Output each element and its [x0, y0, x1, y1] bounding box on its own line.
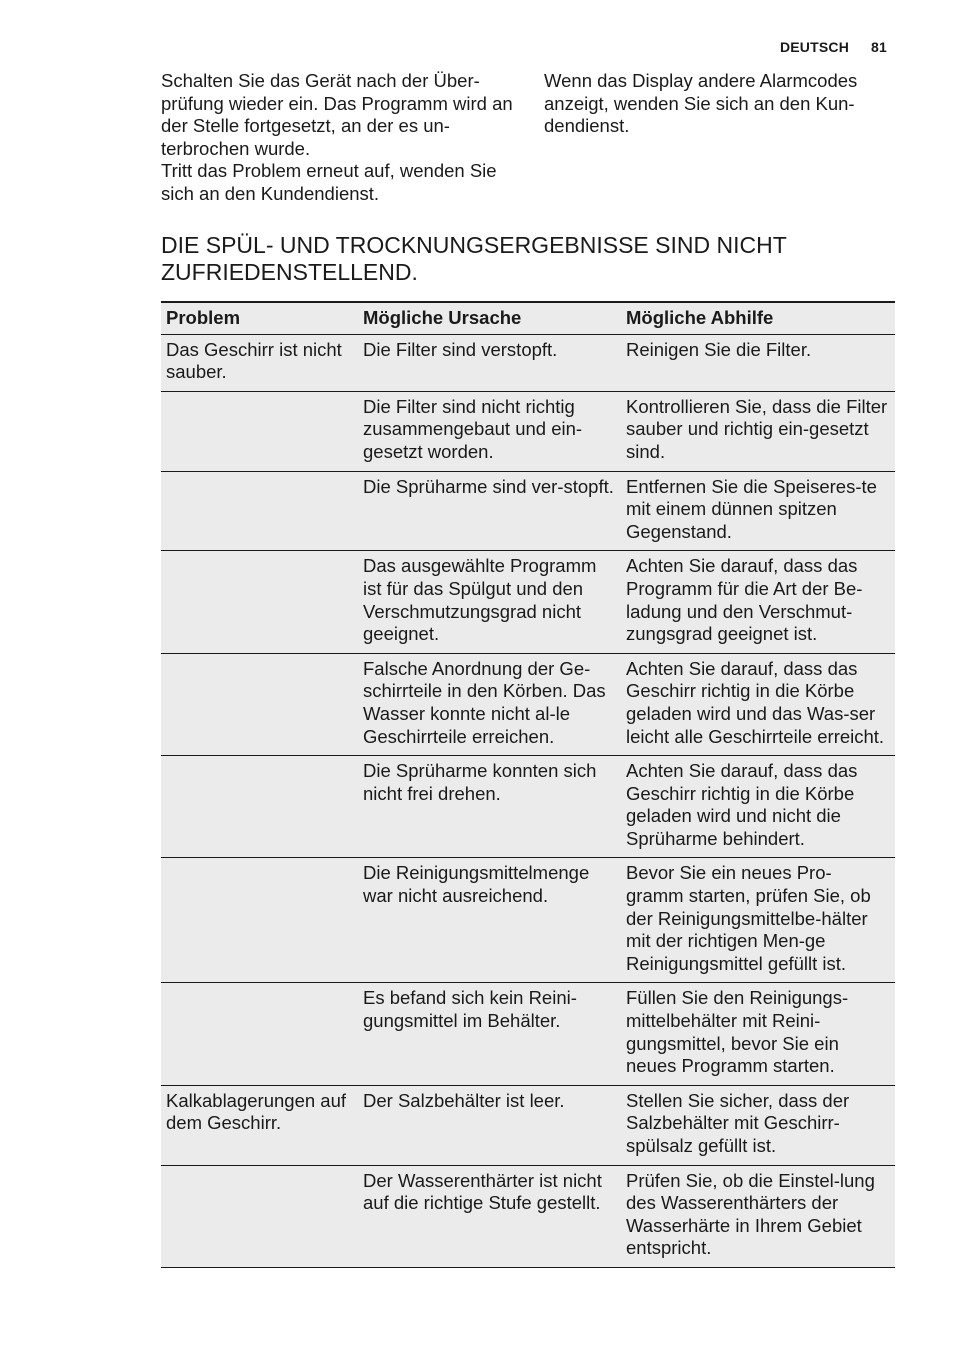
table-row [161, 1165, 895, 1267]
problem-cell [161, 471, 358, 551]
intro-paragraph: Schalten Sie das Gerät nach der Über-prüfung wieder ein. Das Programm wird an der Stelle fortgesetzt, an der es un-terbrochen wurde. [161, 70, 513, 159]
remedy-cell: Achten Sie darauf, dass das Programm für die Art der Be-ladung und den Verschmut-zungsgrad geeignet ist. [621, 551, 895, 653]
remedy-cell: Prüfen Sie, ob die Einstel-lung des Wasserenthärters der Wasserhärte in Ihrem Gebiet entspricht. [621, 1165, 895, 1267]
table-row [161, 471, 895, 551]
intro-column-left [161, 70, 521, 206]
cause-cell: Es befand sich kein Reini-gungsmittel im Behälter. [358, 983, 621, 1085]
cause-cell: Der Salzbehälter ist leer. [358, 1085, 621, 1165]
cause-cell: Die Sprüharme sind ver-stopft. [358, 471, 621, 551]
cause-cell: Die Filter sind verstopft. [358, 334, 621, 391]
problem-cell [161, 653, 358, 755]
cause-cell: Falsche Anordnung der Ge-schirrteile in den Körben. Das Wasser konnte nicht al-le Geschirrteile erreichen. [358, 653, 621, 755]
problem-cell [161, 391, 358, 471]
remedy-cell: Achten Sie darauf, dass das Geschirr richtig in die Körbe geladen wird und nicht die Sprüharme behindert. [621, 756, 895, 858]
table-row [161, 756, 895, 858]
page-number: 81 [871, 39, 887, 55]
table-row [161, 858, 895, 983]
table-row [161, 653, 895, 755]
troubleshooting-table [161, 301, 895, 1268]
remedy-cell: Achten Sie darauf, dass das Geschirr richtig in die Körbe geladen wird und das Was-ser leicht alle Geschirrteile erreicht. [621, 653, 895, 755]
cause-cell: Die Sprüharme konnten sich nicht frei drehen. [358, 756, 621, 858]
problem-cell [161, 983, 358, 1085]
cause-cell: Die Reinigungsmittelmenge war nicht ausreichend. [358, 858, 621, 983]
column-header-problem: Problem [161, 302, 358, 334]
remedy-cell: Kontrollieren Sie, dass die Filter sauber und richtig ein-gesetzt sind. [621, 391, 895, 471]
problem-cell: Das Geschirr ist nicht sauber. [161, 334, 358, 391]
column-header-cause: Mögliche Ursache [358, 302, 621, 334]
page-header [780, 39, 887, 55]
remedy-cell: Stellen Sie sicher, dass der Salzbehälter mit Geschirr-spülsalz gefüllt ist. [621, 1085, 895, 1165]
problem-cell: Kalkablagerungen auf dem Geschirr. [161, 1085, 358, 1165]
language-label: DEUTSCH [779, 39, 850, 55]
table-row [161, 334, 895, 391]
remedy-cell: Reinigen Sie die Filter. [621, 334, 895, 391]
section-title: DIE SPÜL- UND TROCKNUNGSERGEBNISSE SIND NICHT ZUFRIEDENSTELLEND. [161, 232, 787, 285]
table-row [161, 1085, 895, 1165]
table-row [161, 391, 895, 471]
cause-cell: Die Filter sind nicht richtig zusammengebaut und ein-gesetzt worden. [358, 391, 621, 471]
intro-paragraph: Tritt das Problem erneut auf, wenden Sie sich an den Kundendienst. [161, 160, 497, 204]
table-row [161, 551, 895, 653]
problem-cell [161, 551, 358, 653]
remedy-cell: Füllen Sie den Reinigungs-mittelbehälter mit Reini-gungsmittel, bevor Sie ein neues Programm starten. [621, 983, 895, 1085]
column-header-remedy: Mögliche Abhilfe [621, 302, 895, 334]
table-row [161, 983, 895, 1085]
intro-column-right [544, 70, 894, 138]
problem-cell [161, 1165, 358, 1267]
problem-cell [161, 858, 358, 983]
table-header-row [161, 302, 895, 334]
remedy-cell: Bevor Sie ein neues Pro-gramm starten, prüfen Sie, ob der Reinigungsmittelbe-hälter mit der richtigen Men-ge Reinigungsmittel gefüllt ist. [621, 858, 895, 983]
problem-cell [161, 756, 358, 858]
cause-cell: Das ausgewählte Programm ist für das Spülgut und den Verschmutzungsgrad nicht geeignet. [358, 551, 621, 653]
remedy-cell: Entfernen Sie die Speiseres-te mit einem dünnen spitzen Gegenstand. [621, 471, 895, 551]
intro-paragraph: Wenn das Display andere Alarmcodes anzeigt, wenden Sie sich an den Kun-dendienst. [544, 70, 858, 137]
cause-cell: Der Wasserenthärter ist nicht auf die richtige Stufe gestellt. [358, 1165, 621, 1267]
